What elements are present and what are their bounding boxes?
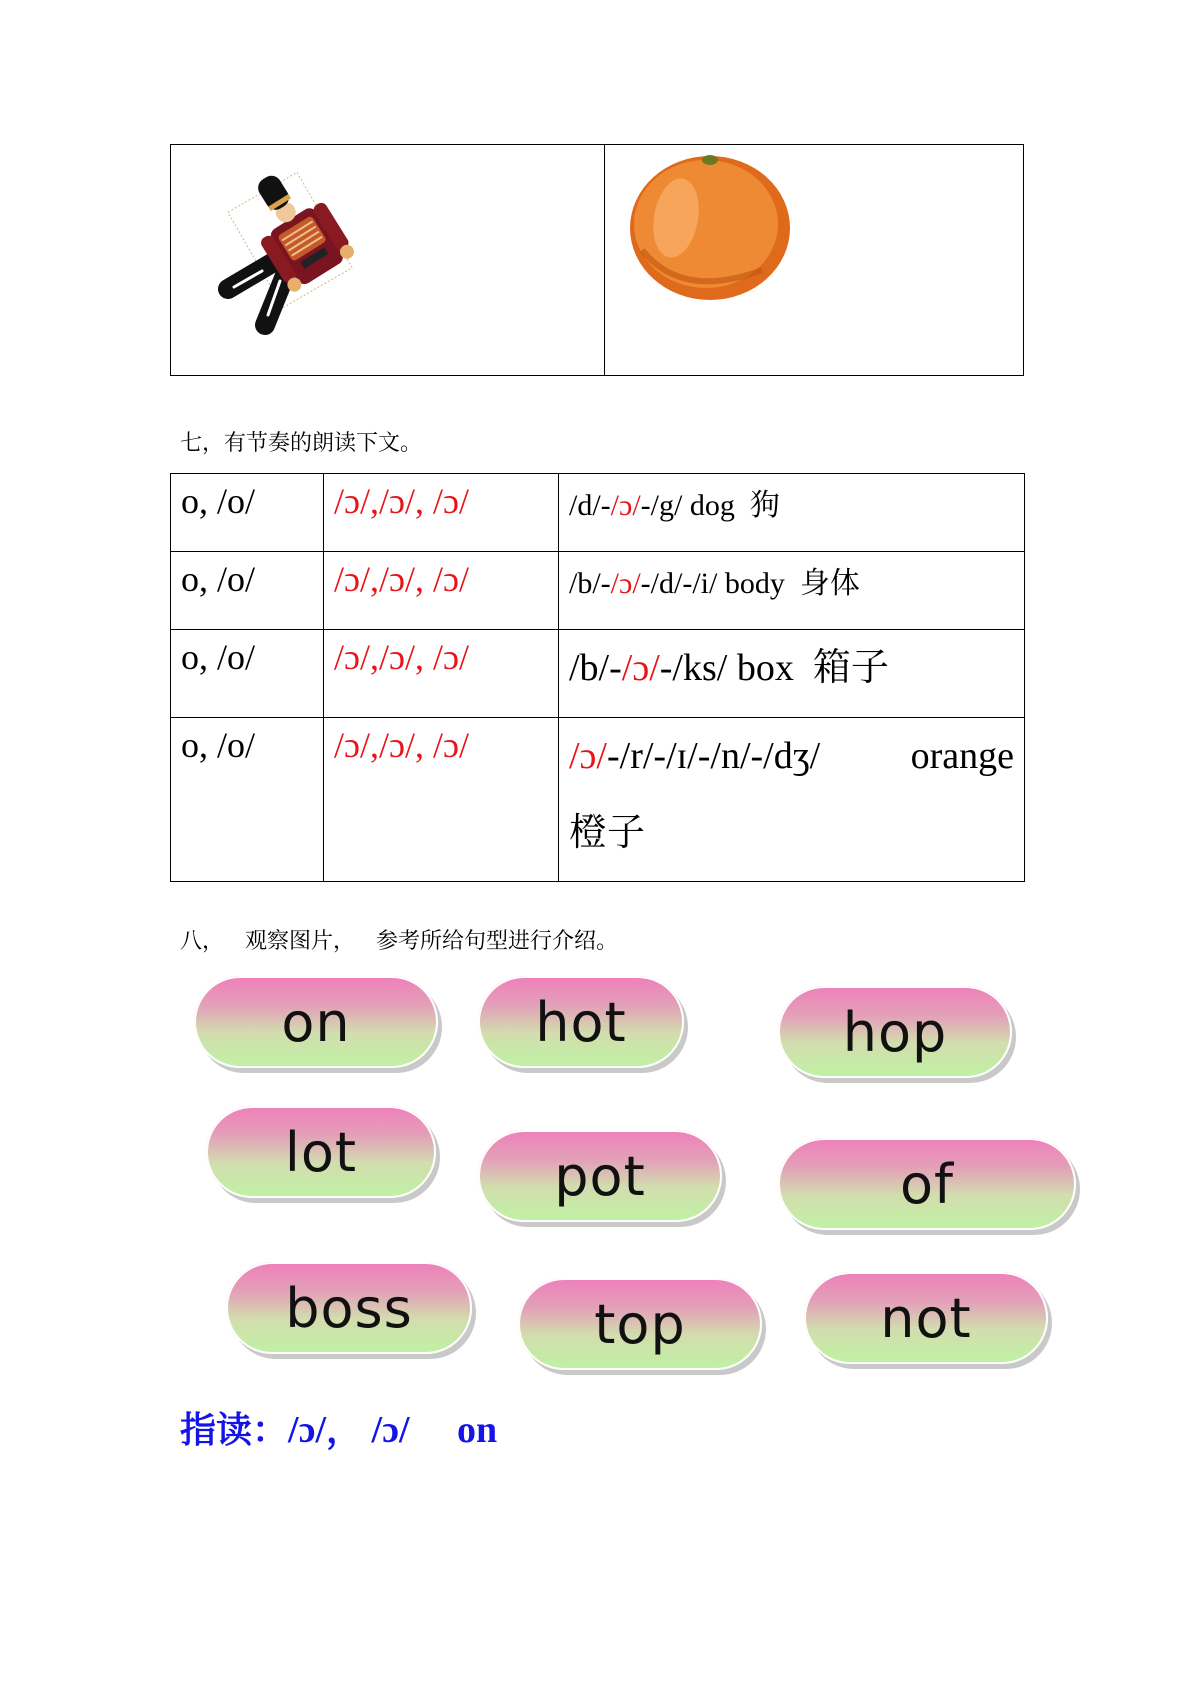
sounds-cell: /ɔ/,/ɔ/, /ɔ/: [324, 552, 559, 630]
word-suffix: -/r/-/ɪ/-/n/-/dʒ/: [606, 735, 821, 777]
section-7-heading: 七，有节奏的朗读下文。: [180, 431, 423, 456]
word-chinese: 橙子: [569, 810, 646, 854]
pointer-reading-line: [180, 1402, 497, 1453]
sounds-cell: /ɔ/,/ɔ/, /ɔ/: [324, 630, 559, 718]
word-prefix: /b/-: [569, 647, 622, 689]
phonics-table: [170, 473, 1025, 882]
orange-fruit-image: [622, 150, 792, 300]
pointer-sound-1: /ɔ/: [288, 1409, 326, 1451]
table-row: [171, 630, 1025, 718]
word-chinese: 身体: [799, 566, 860, 601]
pointer-separator: ，: [326, 1410, 363, 1451]
word-cell: [559, 552, 1025, 630]
word-cell: [559, 474, 1025, 552]
word-suffix: -/d/-/i/ body: [640, 567, 785, 600]
word-prefix: /b/-: [569, 567, 611, 600]
word-pill-top: top: [518, 1278, 762, 1370]
pointer-label: 指读：: [180, 1410, 289, 1451]
word-pill-pot: pot: [478, 1130, 722, 1222]
table-row: [171, 718, 1025, 882]
word-pill-hop: hop: [778, 986, 1012, 1078]
letter-cell: o, /o/: [171, 718, 324, 882]
word-pill-hot: hot: [478, 976, 684, 1068]
toy-soldier-image: [210, 165, 380, 345]
word-vowel: /ɔ/: [610, 489, 641, 522]
word-prefix: /d/-: [569, 489, 611, 522]
word-vowel: /ɔ/: [569, 735, 607, 777]
sounds-cell: /ɔ/,/ɔ/, /ɔ/: [324, 474, 559, 552]
letter-cell: o, /o/: [171, 474, 324, 552]
pointer-word: on: [457, 1409, 498, 1451]
word-cell: [559, 630, 1025, 718]
sounds-cell: /ɔ/,/ɔ/, /ɔ/: [324, 718, 559, 882]
word-pill-lot: lot: [206, 1106, 436, 1198]
word-pill-boss: boss: [226, 1262, 472, 1354]
letter-cell: o, /o/: [171, 552, 324, 630]
word-vowel: /ɔ/: [621, 647, 660, 689]
word-cell: [559, 718, 1025, 882]
letter-cell: o, /o/: [171, 630, 324, 718]
word-chinese: 箱子: [812, 645, 889, 689]
word-pill-of: of: [778, 1138, 1076, 1230]
table-row: [171, 474, 1025, 552]
pointer-sound-2: /ɔ/: [371, 1409, 410, 1451]
word-chinese: 狗: [749, 488, 780, 523]
word-vowel: /ɔ/: [610, 567, 641, 600]
table-divider: [604, 145, 605, 375]
word-pill-not: not: [804, 1272, 1048, 1364]
section-8-heading: 八， 观察图片， 参考所给句型进行介绍。: [180, 929, 618, 954]
word-line: [569, 718, 1014, 794]
word-english: orange: [910, 735, 1014, 777]
word-pill-on: on: [194, 976, 438, 1068]
word-suffix: -/ks/ box: [659, 647, 794, 689]
word-phonetic: [569, 718, 820, 794]
table-row: [171, 552, 1025, 630]
word-suffix: -/g/ dog: [640, 489, 735, 522]
